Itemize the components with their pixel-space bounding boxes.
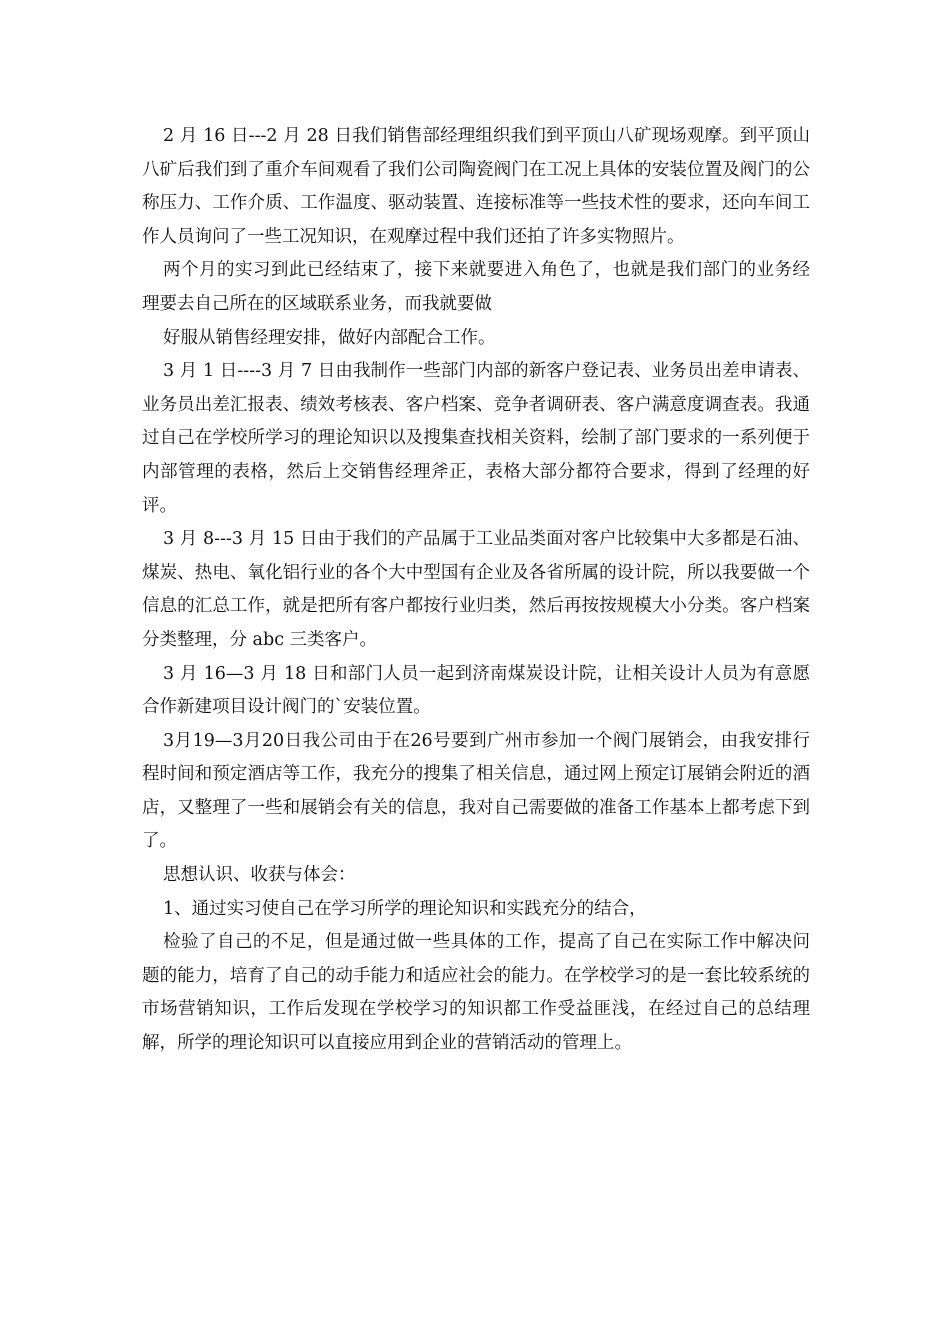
paragraph-internal-support: 好服从销售经理安排，做好内部配合工作。	[163, 327, 496, 348]
paragraph-reflection-1: 1、通过实习使自己在学习所学的理论知识和实践充分的结合，	[163, 898, 647, 919]
paragraph-internship-end: 两个月的实习到此已经结束了，接下来就要进入角色了，也就是我们部门的业务经理要去自己所在的区域联系业务，而我就要做	[142, 260, 810, 314]
paragraph-march-exhibition: 3月19—3月20日我公司由于在26号要到广州市参加一个阀门展销会，由我安排行程时间和预定酒店等工作，我充分的搜集了相关信息，通过网上预定订展销会附近的酒店，又整理了一些和展销会有关的信息，我对自己需要做的准备工作基本上都考虑下到了。	[142, 730, 810, 852]
paragraph-march-client-sorting: 3 月 8---3 月 15 日由于我们的产品属于工业品类面对客户比较集中大多都是石油、煤炭、热电、氧化铝行业的各个大中型国有企业及各省所属的设计院，所以我要做一个信息的汇总工作，就是把所有客户都按行业归类，然后再按按规模大小分类。客户档案分类整理，分 abc 三类客户。	[142, 529, 810, 650]
paragraph-march-forms: 3 月 1 日----3 月 7 日由我制作一些部门内部的新客户登记表、业务员出差申请表、业务员出差汇报表、绩效考核表、客户档案、竞争者调研表、客户满意度调查表。我通过自己在学校所学习的理论知识以及搜集查找相关资料，绘制了部门要求的一系列便于内部管理的表格，然后上交销售经理斧正，表格大部分都符合要求，得到了经理的好评。	[142, 361, 810, 516]
paragraph-march-design-institute: 3 月 16—3 月 18 日和部门人员一起到济南煤炭设计院，让相关设计人员为有意愿合作新建项目设计阀门的`安装位置。	[142, 663, 810, 718]
paragraph-feb-site-visit: 2 月 16 日---2 月 28 日我们销售部经理组织我们到平顶山八矿现场观摩。到平顶山八矿后我们到了重介车间观看了我们公司陶瓷阀门在工况上具体的安装位置及阀门的公称压力、工作介质、工作温度、驱动装置、连接标准等一些技术性的要求，还向车间工作人员询问了一些工况知识，在观摩过程中我们还拍了许多实物照片。	[142, 126, 810, 247]
section-heading-reflections: 思想认识、收获与体会：	[163, 865, 356, 886]
paragraph-reflection-1-continued: 检验了自己的不足，但是通过做一些具体的工作，提高了自己在实际工作中解决问题的能力，培育了自己的动手能力和适应社会的能力。在学校学习的是一套比较系统的市场营销知识，工作后发现在学校学习的知识都工作受益匪浅，在经过自己的总结理解，所学的理论知识可以直接应用到企业的营销活动的管理上。	[142, 932, 810, 1054]
document-page	[142, 120, 810, 1061]
